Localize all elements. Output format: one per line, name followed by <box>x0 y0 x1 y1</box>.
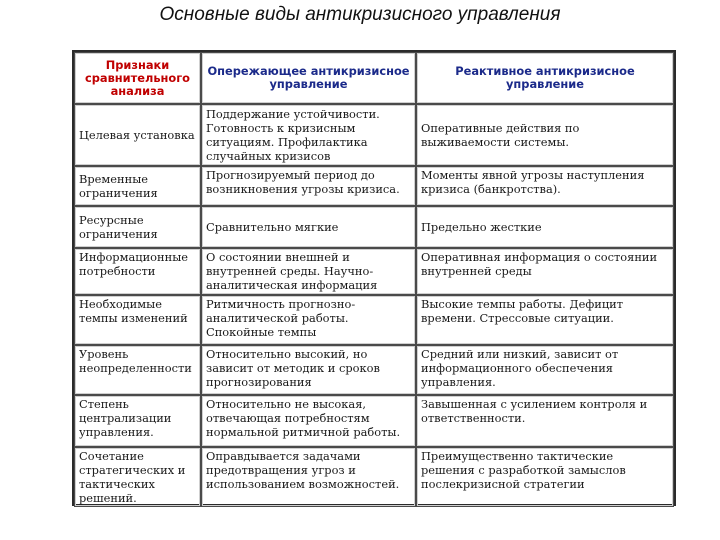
table-row <box>74 248 674 295</box>
table-row <box>74 345 674 395</box>
row-criterion: Степень централизации управления. <box>74 395 201 447</box>
row-proactive: Прогнозируемый период до возникновения угрозы кризиса. <box>201 166 416 206</box>
row-proactive: Относительно не высокая, отвечающая потребностям нормальной ритмичной работы. <box>201 395 416 447</box>
row-reactive: Завышенная с усилением контроля и ответственности. <box>416 395 674 447</box>
row-reactive: Средний или низкий, зависит от информационного обеспечения управления. <box>416 345 674 395</box>
row-reactive: Высокие темпы работы. Дефицит времени. Стрессовые ситуации. <box>416 295 674 345</box>
row-proactive: Ритмичность прогнозно-аналитической работы. Спокойные темпы <box>201 295 416 345</box>
row-reactive: Преимущественно тактические решения с разработкой замыслов послекризисной стратегии <box>416 447 674 508</box>
row-proactive: О состоянии внешней и внутренней среды. Научно-аналитическая информация <box>201 248 416 295</box>
row-reactive: Предельно жесткие <box>416 206 674 248</box>
row-proactive: Сравнительно мягкие <box>201 206 416 248</box>
table-header-row <box>74 52 674 104</box>
table-row <box>74 295 674 345</box>
comparison-table <box>72 50 676 506</box>
page-title: Основные виды антикризисного управления <box>159 4 561 25</box>
row-proactive: Относительно высокий, но зависит от методик и сроков прогнозирования <box>201 345 416 395</box>
row-proactive: Оправдывается задачами предотвращения угроз и использованием возможностей. <box>201 447 416 508</box>
row-reactive: Оперативная информация о состоянии внутренней среды <box>416 248 674 295</box>
row-criterion: Уровень неопределенности <box>74 345 201 395</box>
row-criterion: Ресурсные ограничения <box>74 206 201 248</box>
row-proactive: Поддержание устойчивости. Готовность к кризисным ситуациям. Профилактика случайных кризисов <box>201 104 416 166</box>
row-criterion: Целевая установка <box>74 104 201 166</box>
table-row <box>74 206 674 248</box>
table-row <box>74 395 674 447</box>
table-row <box>74 166 674 206</box>
table-row <box>74 447 674 508</box>
row-criterion: Необходимые темпы изменений <box>74 295 201 345</box>
row-criterion: Временные ограничения <box>74 166 201 206</box>
header-reactive: Реактивное антикризисное управление <box>416 52 674 104</box>
row-criterion: Информационные потребности <box>74 248 201 295</box>
row-reactive: Моменты явной угрозы наступления кризиса (банкротства). <box>416 166 674 206</box>
header-proactive: Опережающее антикризисное управление <box>201 52 416 104</box>
header-criteria: Признаки сравнительного анализа <box>74 52 201 104</box>
table-row <box>74 104 674 166</box>
row-reactive: Оперативные действия по выживаемости системы. <box>416 104 674 166</box>
row-criterion: Сочетание стратегических и тактических решений. <box>74 447 201 508</box>
